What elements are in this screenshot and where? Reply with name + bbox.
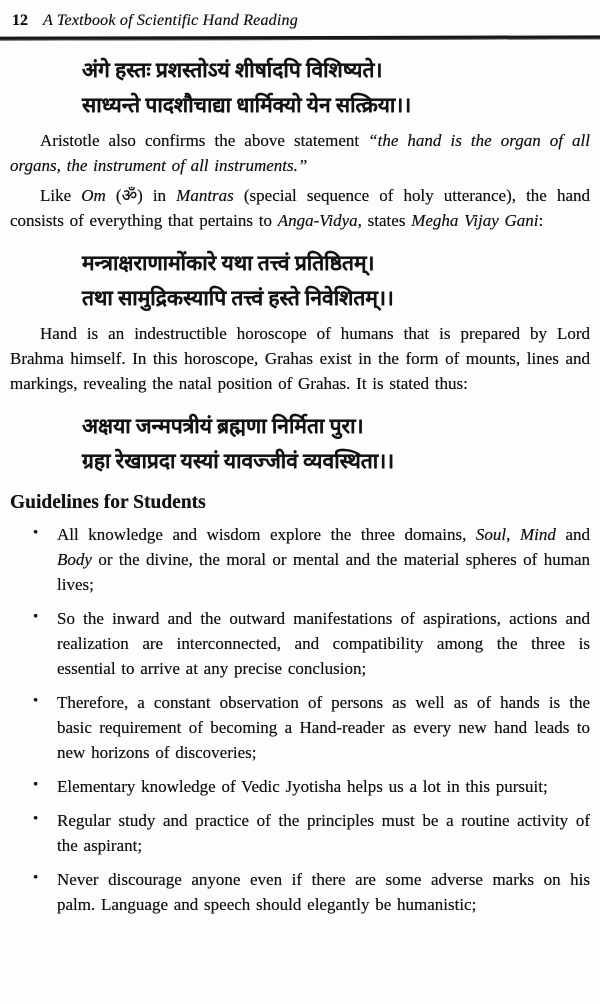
- text-run: Aristotle also confirms the above statement: [40, 131, 369, 150]
- text-run: or the divine, the moral or mental and the material spheres of human lives;: [57, 550, 590, 594]
- sanskrit-verse-2: [82, 246, 590, 316]
- sanskrit-verse-3: [82, 409, 590, 479]
- bullet-icon: •: [33, 777, 39, 793]
- text-run: :: [538, 211, 544, 230]
- text-run-italic: Mind: [520, 525, 556, 544]
- header-rule: [0, 35, 600, 40]
- paragraph-om-mantras: [10, 183, 590, 233]
- text-run-italic: “the hand is the organ of all organs, the instrument of all instruments.”: [10, 131, 590, 175]
- verse-line: तथा सामुद्रिकस्यापि तत्त्वं हस्ते निवेशितम्।।: [82, 286, 394, 310]
- text-run: So the inward and the outward manifestations of aspirations, actions and realization are interconnected, and compatibility among the three is essential to arrive at any precise conclusion;: [57, 609, 590, 678]
- list-item-jyotisha: [10, 774, 590, 799]
- text-run: Therefore, a constant observation of persons as well as of hands is the basic requirement of becoming a Hand-reader as every new hand leads to new horizons of discoveries;: [57, 693, 590, 762]
- bullet-icon: •: [33, 609, 39, 625]
- verse-line: ग्रहा रेखाप्रदा यस्यां यावज्जीवं व्यवस्थिता।।: [82, 449, 395, 473]
- text-run: Elementary knowledge of Vedic Jyotisha helps us a lot in this pursuit;: [57, 777, 548, 796]
- text-run-italic: Om: [81, 186, 106, 205]
- page-number: 12: [12, 12, 28, 29]
- paragraph-aristotle: [10, 128, 590, 178]
- verse-line: साध्यन्ते पादशौचाद्या धार्मिक्यो येन सत्क्रिया।।: [82, 93, 412, 117]
- page-header: [10, 10, 590, 31]
- text-run: ,: [506, 525, 520, 544]
- text-run: Never discourage anyone even if there are some adverse marks on his palm. Language and speech should elegantly be humanistic;: [57, 870, 590, 914]
- bullet-icon: •: [33, 693, 39, 709]
- bullet-icon: •: [33, 870, 39, 886]
- text-run: All knowledge and wisdom explore the three domains,: [57, 525, 476, 544]
- list-item-observation: [10, 690, 590, 765]
- text-run-italic: Soul: [475, 525, 507, 544]
- running-title: A Textbook of Scientific Hand Reading: [43, 12, 298, 29]
- text-run: and: [555, 525, 591, 544]
- text-run: (special sequence of holy utterance), the hand consists of everything that pertains to: [10, 186, 590, 230]
- list-item-domains: [10, 522, 590, 597]
- text-run-italic: Body: [57, 550, 92, 569]
- text-run-italic: Megha Vijay Gani: [411, 211, 539, 230]
- list-item-regular-study: [10, 808, 590, 858]
- text-run: Regular study and practice of the principles must be a routine activity of the aspirant;: [57, 811, 590, 855]
- bullet-icon: •: [33, 525, 39, 541]
- section-heading: Guidelines for Students: [10, 492, 206, 513]
- text-run-italic: Mantras: [176, 186, 234, 205]
- text-run: Hand is an indestructible horoscope of humans that is prepared by Lord Brahma himself. In this horoscope, Grahas exist in the form of mounts, lines and markings, revealing the natal position of Grahas. It is stated thus:: [10, 324, 590, 393]
- bullet-icon: •: [33, 811, 39, 827]
- verse-line: अक्षया जन्मपत्रीयं ब्रह्मणा निर्मिता पुरा।: [82, 414, 364, 438]
- paragraph-brahma-horoscope: [10, 321, 590, 396]
- list-item-manifestations: [10, 606, 590, 681]
- text-run: , states: [357, 211, 412, 230]
- text-run: Like: [40, 186, 82, 205]
- verse-line: अंगे हस्तः प्रशस्तोऽयं शीर्षादपि विशिष्यते।: [82, 58, 383, 82]
- guidelines-list: [10, 522, 590, 917]
- sanskrit-verse-1: [82, 53, 590, 123]
- verse-line: मन्त्राक्षराणामोंकारे यथा तत्त्वं प्रतिष्ठितम्।: [82, 251, 375, 275]
- list-item-never-discourage: [10, 867, 590, 917]
- text-run: (ॐ) in: [105, 186, 177, 205]
- text-run-italic: Anga-Vidya: [277, 211, 358, 230]
